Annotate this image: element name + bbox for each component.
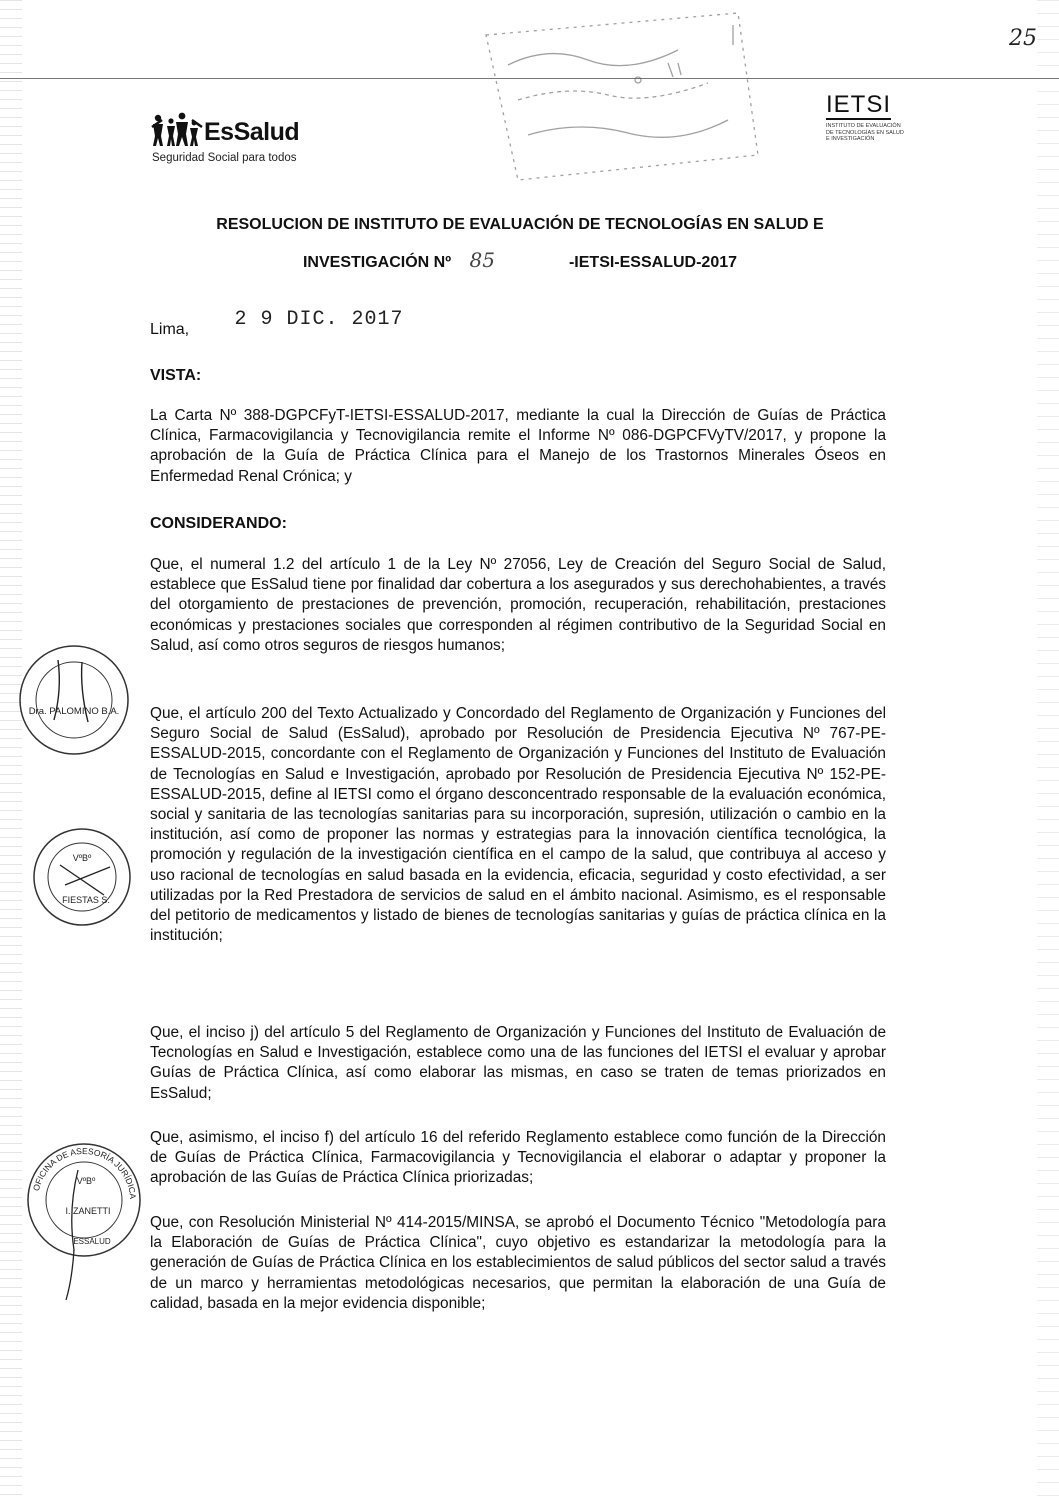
resolution-title-line1: RESOLUCION DE INSTITUTO DE EVALUACIÓN DE TECNOLOGÍAS EN SALUD E [216,216,824,233]
vista-paragraph: La Carta Nº 388-DGPCFyT-IETSI-ESSALUD-2017, mediante la cual la Dirección de Guías de Práctica Clínica, Farmacovigilancia y Tecnovigilancia remite el Informe Nº 086-DGPCFVyTV/2017, y propone la aprobación de la Guía de Práctica Clínica para el Manejo de los Trastornos Minerales Óseos en Enfermedad Renal Crónica; y [150,407,886,485]
essalud-wordmark: EsSalud [204,118,300,146]
reception-stamp-icon [478,5,778,195]
considerando-paragraph-2: Que, el artículo 200 del Texto Actualizado y Concordado del Reglamento de Organización y Funciones del Seguro Social de Salud (EsSalud), aprobado por Resolución de Presidencia Ejecutiva Nº 767-PE-ESSALUD-2015, concordante con el Reglamento de Organización y Funciones del Instituto de Evaluación de Tecnologías en Salud e Investigación, aprobado por Resolución de Presidencia Ejecutiva Nº 152-PE-ESSALUD-2015, define al IETSI como el órgano desconcentrado responsable de la evaluación económica, social y sanitaria de las tecnologías sanitarias para su incorporación, supresión, utilización o cambio en la institución, así como de proponer las normas y estrategias para la innovación científica tecnológica, la promoción y regulación de la investigación científica en el campo de la salud, que contribuya al acceso y uso racional de tecnologías en salud basada en la evidencia, eficacia, seguridad y costo efectividad, a ser utilizadas por la Red Prestadora de servicios de salud en el ámbito nacional. Asimismo, es el responsable del petitorio de medicamentos y listado de bienes de tecnologías sanitarias y guías de práctica clínica en la institución; [150,705,886,945]
seal-fiestas-name: FIESTAS S. [62,895,110,905]
title-suffix: -IETSI-ESSALUD-2017 [568,254,738,271]
scan-edge-right [1037,0,1059,1497]
essalud-tagline: Seguridad Social para todos [152,152,297,164]
seal-legal-ring-path: OFICINA DE ASESORÍA JURÍDICA [30,1145,139,1200]
considerando-paragraph-4: Que, asimismo, el inciso f) del artículo 16 del referido Reglamento establece como función de la Dirección de Guías de Práctica Clínica, Farmacovigilancia y Tecnovigilancia el elaborar o adaptar y proponer la aprobación de las Guías de Práctica Clínica priorizadas; [150,1129,886,1187]
seal-legal-bottom: ESSALUD [73,1237,111,1246]
considerando-paragraph-1: Que, el numeral 1.2 del artículo 1 de la Ley Nº 27056, Ley de Creación del Seguro Social de Salud, establece que EsSalud tiene por finalidad dar cobertura a los asegurados y sus derechohabientes, a través del otorgamiento de prestaciones de prevención, promoción, recuperación, rehabilitación, prestaciones económicas y prestaciones sociales que corresponden al régimen contributivo de la Seguridad Social en Salud, así como otros seguros de riesgos humanos; [150,556,886,654]
resolution-title-line2 [0,248,1040,272]
seal-legal-office-icon [22,1140,142,1310]
date-row [150,308,404,339]
seal-fiestas-vb: VºBº [72,853,92,863]
handwritten-resolution-number: 85 [469,248,495,272]
vista-heading: VISTA: [150,367,202,384]
considerando-paragraph-5: Que, con Resolución Ministerial Nº 414-2015/MINSA, se aprobó el Documento Técnico "Metodología para la Elaboración de Guías de Práctica Clínica", cuyo objetivo es estandarizar la metodología para la generación de Guías de Práctica Clínica en los establecimientos de salud públicos del sector salud a través de un marco y herramientas metodológicas necesarios, que permitan la elaboración de una Guía de calidad, basada en la mejor evidencia disponible; [150,1214,886,1312]
essalud-logo [150,112,340,172]
date-stamp: 2 9 DIC. 2017 [234,308,404,331]
handwritten-page-number: 25 [1009,26,1037,51]
title-prefix: INVESTIGACIÓN Nº [302,254,452,271]
ietsi-wordmark: IETSI [826,91,892,118]
seal-palomino-icon [14,640,134,760]
date-place-label: Lima, [150,321,190,338]
seal-legal-name: I. ZANETTI [65,1206,111,1216]
considerando-heading: CONSIDERANDO: [150,515,287,532]
seal-legal-vb: VºBº [76,1176,96,1186]
considerando-paragraph-3: Que, el inciso j) del artículo 5 del Reglamento de Organización y Funciones del Instituto de Evaluación de Tecnologías en Salud e Investigación, establece como una de las funciones del IETSI el evaluar y aprobar Guías de Práctica Clínica, así como elaborar las mismas, en caso se traten de temas priorizados en EsSalud; [150,1024,886,1102]
seal-palomino-name: Dra. PALOMINO B.A. [28,706,120,717]
people-family-icon [150,112,210,148]
seal-fiestas-icon [30,825,135,930]
ietsi-logo [826,92,902,170]
ietsi-subtitle: INSTITUTO DE EVALUACIÓN DE TECNOLOGÍAS EN SALUD E INVESTIGACIÓN [826,123,904,142]
